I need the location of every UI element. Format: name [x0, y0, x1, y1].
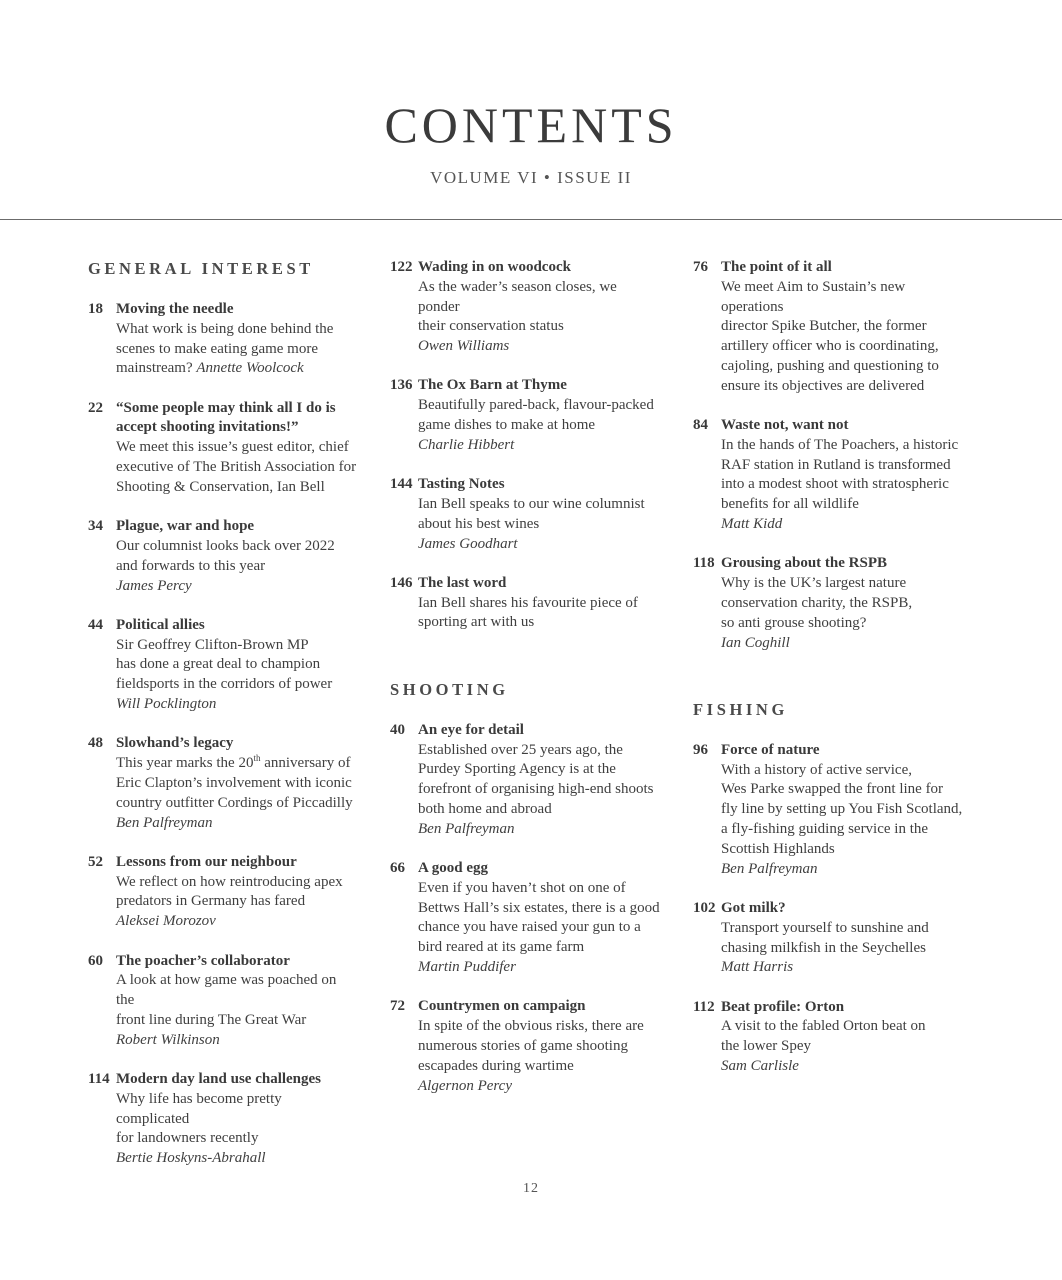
entry-author: Algernon Percy: [418, 1077, 512, 1094]
entry-description-line: With a history of active service,: [721, 761, 912, 778]
entry-description-line: A look at how game was poached on the: [116, 972, 337, 1009]
entry-author: Ben Palfreyman: [418, 820, 515, 837]
entry-heading: [390, 258, 660, 278]
entry-title: Political allies: [116, 616, 205, 633]
entry-heading: [390, 574, 660, 594]
section-spacer: [693, 673, 963, 699]
contents-entry: [693, 554, 963, 653]
entry-heading: [88, 616, 358, 636]
entry-heading: [693, 741, 963, 761]
entry-author: Aleksei Morozov: [116, 913, 216, 930]
entry-author: Bertie Hoskyns-Abrahall: [116, 1150, 266, 1167]
contents-entry: [88, 300, 358, 379]
entry-body: [116, 873, 358, 932]
entry-body: [418, 741, 660, 840]
entry-description-line: has done a great deal to champion: [116, 656, 321, 673]
entry-author: James Goodhart: [418, 535, 518, 552]
entry-description-line: We meet this issue’s guest editor, chief: [116, 439, 349, 456]
entry-author: Martin Puddifer: [418, 959, 516, 976]
contents-entry: [693, 416, 963, 535]
entry-description-line: Why is the UK’s largest nature: [721, 575, 907, 592]
entry-heading: [88, 853, 358, 873]
entry-body: [418, 396, 660, 455]
entry-description-line: for landowners recently: [116, 1130, 259, 1147]
entry-page-number: 40: [390, 721, 405, 738]
entry-description-line: chance you have raised your gun to a: [418, 919, 641, 936]
contents-entry: [693, 899, 963, 978]
entry-description-line: predators in Germany has fared: [116, 893, 306, 910]
entry-description-line: Purdey Sporting Agency is at the: [418, 761, 616, 778]
entry-author: Owen Williams: [418, 338, 510, 355]
entry-description-line: Ian Bell shares his favourite piece of: [418, 594, 638, 611]
contents-entry: [390, 475, 660, 554]
entry-heading: [693, 416, 963, 436]
section-heading: FISHING: [693, 699, 788, 719]
entry-heading: [88, 517, 358, 537]
entry-body: [721, 278, 963, 397]
entry-author: Ben Palfreyman: [721, 860, 818, 877]
entry-description-line: artillery officer who is coordinating,: [721, 338, 939, 355]
entry-description-line: fly line by setting up You Fish Scotland,: [721, 801, 963, 818]
entry-description-line: Eric Clapton’s involvement with iconic: [116, 774, 352, 791]
entry-description-line: We meet Aim to Sustain’s new operations: [721, 278, 906, 315]
contents-entry: [88, 952, 358, 1051]
contents-column-1: [88, 258, 358, 1188]
ordinal-suffix: th: [253, 753, 261, 764]
entry-description-line: Our columnist looks back over 2022: [116, 537, 335, 554]
entry-body: [418, 495, 660, 554]
entry-title: The Ox Barn at Thyme: [418, 377, 567, 394]
page-title: CONTENTS: [384, 97, 678, 153]
entry-page-number: 60: [88, 952, 103, 969]
entry-page-number: 72: [390, 998, 405, 1015]
entry-body: [721, 761, 963, 880]
entry-title: Plague, war and hope: [116, 518, 255, 535]
contents-entry: [88, 517, 358, 596]
entry-title: Wading in on woodcock: [418, 259, 571, 275]
entry-description-line: their conservation status: [418, 318, 564, 335]
contents-entry: [390, 859, 660, 978]
entry-body: [418, 594, 660, 634]
entry-description-line: the lower Spey: [721, 1038, 811, 1055]
entry-description-line: Shooting & Conservation, Ian Bell: [116, 478, 325, 495]
entry-heading: [693, 899, 963, 919]
description-text: anniversary of: [260, 755, 351, 772]
entry-title: Moving the needle: [116, 301, 234, 317]
contents-column-2: [390, 258, 660, 1116]
entry-description-line: What work is being done behind the: [116, 320, 334, 337]
entry-page-number: 122: [390, 259, 413, 275]
entry-body: [418, 1017, 660, 1096]
contents-entry: [390, 997, 660, 1096]
contents-entry: [693, 998, 963, 1077]
entry-body: [116, 418, 358, 497]
entry-title: The poacher’s collaborator: [116, 952, 290, 969]
entry-author: Matt Kidd: [721, 516, 783, 533]
entry-author: James Percy: [116, 577, 192, 594]
entry-description-line: so anti grouse shooting?: [721, 614, 867, 631]
entry-description-line: scenes to make eating game more: [116, 340, 319, 357]
entry-title: Grousing about the RSPB: [721, 555, 888, 572]
contents-entry: [390, 574, 660, 633]
contents-entry: [390, 376, 660, 455]
description-text: This year marks the 20: [116, 755, 254, 772]
entry-title: Slowhand’s legacy: [116, 735, 234, 752]
entry-author: Matt Harris: [721, 959, 794, 976]
section-heading: GENERAL INTEREST: [88, 259, 314, 278]
entry-page-number: 102: [693, 899, 716, 916]
entry-page-number: 146: [390, 574, 413, 591]
entry-description-line: RAF station in Rutland is transformed: [721, 456, 951, 473]
entry-description-line: director Spike Butcher, the former: [721, 318, 927, 335]
issue-subtitle: VOLUME VI • ISSUE II: [430, 168, 632, 187]
entry-body: [116, 754, 358, 833]
entry-description-line: and forwards to this year: [116, 557, 266, 574]
entry-page-number: 144: [390, 476, 413, 493]
entry-description-line: conservation charity, the RSPB,: [721, 594, 913, 611]
entry-description-line: cajoling, pushing and questioning to: [721, 357, 939, 374]
entry-title: The last word: [418, 574, 507, 591]
entry-description-line: a fly-fishing guiding service in the: [721, 821, 929, 838]
contents-entry: [88, 616, 358, 715]
entry-description-line: Beautifully pared-back, flavour-packed: [418, 397, 654, 414]
entry-title: The point of it all: [721, 259, 832, 275]
entry-body: [721, 1017, 963, 1076]
entry-author: Sam Carlisle: [721, 1058, 799, 1074]
entry-description-line: forefront of organising high-end shoots: [418, 781, 654, 798]
entry-body: [116, 1090, 358, 1169]
entry-title: Countrymen on campaign: [418, 998, 586, 1015]
contents-column-3: [693, 258, 963, 1096]
entry-heading: [390, 859, 660, 879]
entry-author: Annette Woolcock: [196, 360, 304, 377]
entry-title: Lessons from our neighbour: [116, 853, 297, 870]
entry-description-line: game dishes to make at home: [418, 417, 596, 434]
entry-description-line: We reflect on how reintroducing apex: [116, 873, 343, 890]
entry-description-line: benefits for all wildlife: [721, 496, 859, 513]
entry-description-line: Established over 25 years ago, the: [418, 741, 623, 758]
entry-description-line: sporting art with us: [418, 614, 535, 631]
entry-author: Ben Palfreyman: [116, 814, 213, 831]
entry-description-line: As the wader’s season closes, we ponder: [418, 278, 617, 315]
entry-description-line: Sir Geoffrey Clifton-Brown MP: [116, 636, 309, 653]
entry-description-line: Wes Parke swapped the front line for: [721, 781, 944, 798]
entry-description-line: In the hands of The Poachers, a historic: [721, 436, 959, 453]
entry-heading: [88, 952, 358, 972]
entry-heading: [88, 399, 358, 419]
entry-body: [721, 436, 963, 535]
contents-entry: [390, 258, 660, 357]
entry-description-line: country outfitter Cordings of Piccadilly: [116, 794, 353, 811]
entry-heading: [390, 475, 660, 495]
entry-author: Will Pocklington: [116, 696, 217, 713]
entry-heading: [693, 998, 963, 1018]
entry-title-continued: accept shooting invitations!”: [116, 419, 299, 436]
contents-entry: [88, 1070, 358, 1169]
entry-body: [418, 879, 660, 978]
entry-page-number: 34: [88, 518, 103, 535]
entry-description-line: ensure its objectives are delivered: [721, 377, 925, 394]
entry-heading: [390, 721, 660, 741]
entry-description-line: Bettws Hall’s six estates, there is a good: [418, 899, 660, 916]
entry-page-number: 114: [88, 1071, 110, 1087]
entry-heading: [88, 734, 358, 754]
section-spacer: [390, 653, 660, 679]
entry-description-line: executive of The British Association for: [116, 459, 357, 476]
entry-description-line: [116, 359, 358, 379]
entry-description-line: front line during The Great War: [116, 1011, 307, 1028]
entry-description-line: fieldsports in the corridors of power: [116, 676, 333, 693]
contents-entry: [88, 734, 358, 833]
entry-description-line: Even if you haven’t shot on one of: [418, 879, 626, 896]
header-divider: [0, 219, 1062, 220]
entry-body: [116, 537, 358, 596]
entry-author: Ian Coghill: [721, 634, 790, 651]
entry-page-number: 136: [390, 377, 413, 394]
entry-author: Charlie Hibbert: [418, 436, 515, 453]
entry-heading: [88, 1070, 358, 1090]
description-text: mainstream?: [116, 360, 193, 377]
entry-description-line: chasing milkfish in the Seychelles: [721, 939, 926, 956]
entry-page-number: 112: [693, 998, 715, 1015]
entry-description-line: A visit to the fabled Orton beat on: [721, 1018, 926, 1035]
entry-heading: [390, 376, 660, 396]
entry-description-line: [116, 754, 358, 774]
entry-title: Got milk?: [721, 899, 786, 916]
entry-description-line: escapades during wartime: [418, 1057, 574, 1074]
contents-entry: [390, 721, 660, 840]
entry-body: [721, 919, 963, 978]
entry-page-number: 18: [88, 301, 103, 317]
entry-description-line: bird reared at its game farm: [418, 939, 585, 956]
entry-description-line: In spite of the obvious risks, there are: [418, 1018, 644, 1035]
contents-entry: [88, 853, 358, 932]
entry-heading: [390, 997, 660, 1017]
entry-body: [721, 574, 963, 653]
entry-heading: [693, 258, 963, 278]
contents-entry: [693, 258, 963, 397]
entry-page-number: 76: [693, 259, 708, 275]
entry-page-number: 22: [88, 399, 103, 416]
contents-entry: [88, 399, 358, 498]
entry-body: [116, 320, 358, 379]
entry-title: Modern day land use challenges: [116, 1071, 322, 1087]
page-number: 12: [523, 1181, 539, 1196]
entry-description-line: numerous stories of game shooting: [418, 1037, 628, 1054]
entry-body: [116, 971, 358, 1050]
entry-description-line: both home and abroad: [418, 800, 552, 817]
contents-entry: [693, 741, 963, 880]
entry-page-number: 118: [693, 555, 715, 572]
entry-body: [116, 636, 358, 715]
entry-title: A good egg: [418, 860, 489, 877]
entry-body: [418, 278, 660, 357]
entry-author: Robert Wilkinson: [116, 1031, 220, 1048]
entry-heading: [693, 554, 963, 574]
entry-description-line: into a modest shoot with stratospheric: [721, 476, 949, 493]
entry-title: An eye for detail: [418, 721, 524, 738]
entry-page-number: 44: [88, 616, 103, 633]
entry-title: Waste not, want not: [721, 417, 849, 434]
entry-heading: [88, 300, 358, 320]
entry-title: Force of nature: [721, 741, 820, 758]
entry-description-line: Transport yourself to sunshine and: [721, 919, 929, 936]
entry-page-number: 48: [88, 735, 103, 752]
entry-description-line: Why life has become pretty complicated: [116, 1090, 282, 1127]
entry-title: Beat profile: Orton: [721, 998, 845, 1015]
entry-description-line: Ian Bell speaks to our wine columnist: [418, 495, 645, 512]
entry-title: Tasting Notes: [418, 476, 505, 493]
entry-page-number: 52: [88, 853, 103, 870]
entry-title: “Some people may think all I do is: [116, 399, 336, 416]
entry-page-number: 66: [390, 860, 405, 877]
entry-description-line: Scottish Highlands: [721, 840, 835, 857]
entry-page-number: 84: [693, 417, 708, 434]
entry-page-number: 96: [693, 741, 708, 758]
entry-description-line: about his best wines: [418, 515, 540, 532]
section-heading: SHOOTING: [390, 679, 509, 699]
